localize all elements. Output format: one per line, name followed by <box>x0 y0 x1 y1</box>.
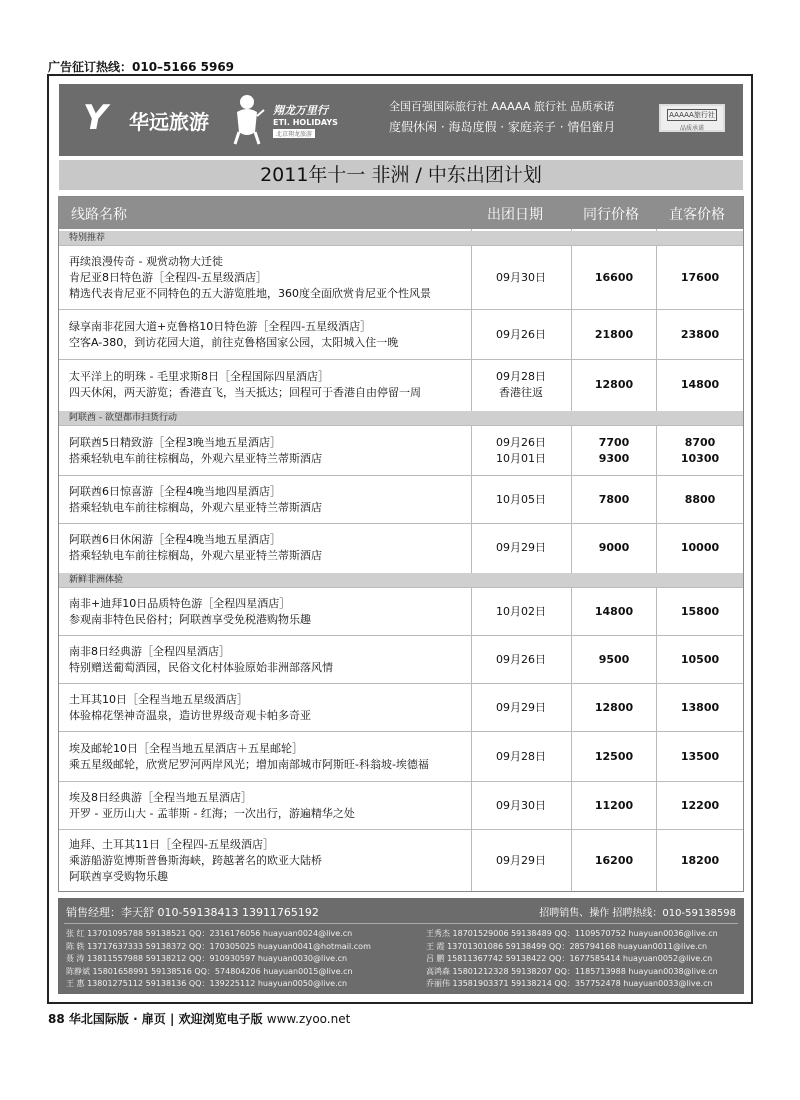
trade-price <box>573 798 655 814</box>
departure-date <box>471 798 571 814</box>
direct-price <box>657 435 743 467</box>
direct-price-line: 10500 <box>680 653 720 666</box>
website-link[interactable]: www.zyoo.net <box>266 1012 351 1026</box>
contact-footer <box>58 898 744 994</box>
table-row <box>59 359 743 409</box>
departure-date <box>471 327 571 343</box>
slogan-themes: 度假休闲 · 海岛度假 · 家庭亲子 · 情侣蜜月 <box>389 120 616 134</box>
direct-price <box>657 540 743 556</box>
trade-price-line: 16600 <box>594 271 634 284</box>
departure-date <box>471 369 571 401</box>
route-line: 参观南非特色民俗村；阿联酋享受免税港购物乐趣 <box>69 613 311 626</box>
direct-price-line: 12200 <box>680 799 720 812</box>
eti-tag: 北京翔龙旅游 <box>273 129 315 138</box>
footer-separator: | <box>170 1012 175 1026</box>
page-number: 88 <box>48 1012 65 1026</box>
staff-contact: 王秀杰 18701529006 59138489 QQ：1109570752 huayuan0036@live.cn <box>426 929 718 938</box>
route-line: 埃及8日经典游［全程当地五星酒店］ <box>69 791 252 804</box>
direct-price-line: 10300 <box>680 452 720 465</box>
trade-price-line: 12500 <box>594 750 634 763</box>
page-frame <box>47 74 753 1004</box>
eti-cn-name: 翔龙万里行 <box>273 104 328 117</box>
trade-price <box>573 327 655 343</box>
direct-price <box>657 604 743 620</box>
edition-name: 华北国际版 · 扉页 <box>68 1012 166 1026</box>
departure-date <box>471 853 571 869</box>
departure-date-line: 09月26日 <box>496 436 546 449</box>
route-line: 四天休闲，两天游览；香港直飞，当天抵达；回程可于香港自由停留一周 <box>69 386 421 399</box>
route-line: 搭乘轻轨电车前往棕榈岛，外观六星亚特兰蒂斯酒店 <box>69 549 322 562</box>
page-title: 2011年十一 非洲 / 中东出团计划 <box>260 164 542 186</box>
direct-price-line: 23800 <box>680 328 720 341</box>
badge-top-text: AAAAA旅行社 <box>667 109 717 121</box>
direct-price <box>657 652 743 668</box>
route-line: 埃及邮轮10日［全程当地五星酒店＋五星邮轮］ <box>69 742 303 755</box>
section-header: 新鲜非洲体验 <box>59 573 743 587</box>
quality-badge <box>659 104 725 132</box>
table-row <box>59 523 743 571</box>
route-description <box>69 484 469 516</box>
route-line: 阿联酋5日精致游［全程3晚当地五星酒店］ <box>69 436 281 449</box>
eti-en-name: ETI. HOLIDAYS <box>273 118 338 127</box>
route-description <box>69 435 469 467</box>
departure-date-line: 09月28日 <box>496 370 546 383</box>
brand-header <box>59 84 743 156</box>
trade-price <box>573 652 655 668</box>
direct-price-line: 10000 <box>680 541 720 554</box>
route-description <box>69 837 469 885</box>
trade-price-line: 9000 <box>598 541 630 554</box>
route-description <box>69 532 469 564</box>
page-footer-note <box>48 1010 350 1027</box>
logo-name: 华远旅游 <box>129 110 209 134</box>
departure-date <box>471 749 571 765</box>
departure-date-line: 09月30日 <box>496 271 546 284</box>
departure-date-line: 香港往返 <box>499 386 543 399</box>
direct-price-line: 14800 <box>680 378 720 391</box>
direct-price-line: 18200 <box>680 854 720 867</box>
slogan-credentials: 全国百强国际旅行社 AAAAA 旅行社 品质承诺 <box>389 100 615 113</box>
route-line: 搭乘轻轨电车前往棕榈岛，外观六星亚特兰蒂斯酒店 <box>69 501 322 514</box>
staff-contact: 高鸿森 15801212328 59138207 QQ：1185713988 huayuan0038@live.cn <box>426 966 718 976</box>
route-description <box>69 319 469 351</box>
staff-list-left <box>66 928 371 991</box>
table-row <box>59 425 743 475</box>
route-line: 搭乘轻轨电车前往棕榈岛，外观六星亚特兰蒂斯酒店 <box>69 452 322 465</box>
route-description <box>69 369 469 401</box>
eti-logo <box>229 92 339 146</box>
logo-mark: Y <box>83 98 104 138</box>
departure-date-line: 10月05日 <box>496 493 546 506</box>
table-row <box>59 475 743 523</box>
trade-price <box>573 853 655 869</box>
route-line: 南非+迪拜10日品质特色游［全程四星酒店］ <box>69 597 291 610</box>
route-line: 乘游船游览博斯普鲁斯海峡，跨越著名的欧亚大陆桥 <box>69 854 322 867</box>
route-line: 再续浪漫传奇 - 观赏动物大迁徙 <box>69 255 223 268</box>
direct-price <box>657 270 743 286</box>
route-description <box>69 741 469 773</box>
staff-contact: 乔丽伟 13581903371 59138214 QQ：357752478 huayuan0033@live.cn <box>426 979 713 988</box>
table-header <box>59 197 743 229</box>
trade-price <box>573 749 655 765</box>
trade-price-line: 11200 <box>594 799 634 812</box>
route-line: 阿联酋6日惊喜游［全程4晚当地四星酒店］ <box>69 485 281 498</box>
departure-date <box>471 435 571 467</box>
table-row <box>59 587 743 635</box>
section-header: 阿联酋 - 欲望都市扫货行动 <box>59 411 743 425</box>
staff-contact: 张 红 13701095788 59138521 QQ：2316176056 huayuan0024@live.cn <box>66 929 353 938</box>
direct-price <box>657 377 743 393</box>
trade-price <box>573 700 655 716</box>
header-direct-price: 直客价格 <box>669 207 725 223</box>
departure-date-line: 09月30日 <box>496 799 546 812</box>
departure-date <box>471 540 571 556</box>
departure-date-line: 09月26日 <box>496 653 546 666</box>
trade-price-line: 21800 <box>594 328 634 341</box>
trade-price <box>573 435 655 467</box>
header-date: 出团日期 <box>487 207 543 223</box>
trade-price-line: 9500 <box>598 653 630 666</box>
staff-contact: 陈 轶 13717637333 59138372 QQ：170305025 huayuan0041@hotmail.com <box>66 941 371 951</box>
direct-price <box>657 853 743 869</box>
route-description <box>69 254 469 302</box>
direct-price-line: 8800 <box>684 493 716 506</box>
route-line: 阿联酋享受购物乐趣 <box>69 870 168 883</box>
route-line: 迪拜、土耳其11日［全程四-五星级酒店］ <box>69 838 274 851</box>
departure-date <box>471 652 571 668</box>
trade-price <box>573 270 655 286</box>
staff-contact: 吕 鹏 15811367742 59138422 QQ：1677585414 huayuan0052@live.cn <box>426 954 713 963</box>
page-title-bar <box>59 160 743 190</box>
route-line: 体验棉花堡神奇温泉，造访世界级奇观卡帕多奇亚 <box>69 709 311 722</box>
route-line: 太平洋上的明珠 - 毛里求斯8日［全程国际四星酒店］ <box>69 370 329 383</box>
badge-bottom-text: 品质承诺 <box>679 125 704 132</box>
route-line: 土耳其10日［全程当地五星级酒店］ <box>69 693 248 706</box>
table-row <box>59 829 743 891</box>
route-line: 精选代表肯尼亚不同特色的五大游览胜地，360度全面欣赏肯尼亚个性风景 <box>69 287 431 300</box>
direct-price <box>657 798 743 814</box>
route-description <box>69 692 469 724</box>
staff-list-right <box>426 928 718 991</box>
trade-price-line: 16200 <box>594 854 634 867</box>
table-row <box>59 635 743 683</box>
ad-hotline: 广告征订热线：010–5166 5969 <box>48 60 235 74</box>
route-line: 阿联酋6日休闲游［全程4晚当地五星酒店］ <box>69 533 281 546</box>
staff-contact: 陈静斌 15801658991 59138516 QQ：574804206 huayuan0015@live.cn <box>66 966 353 976</box>
direct-price-line: 13500 <box>680 750 720 763</box>
departure-date-line: 10月01日 <box>496 452 546 465</box>
departure-date <box>471 604 571 620</box>
route-line: 特别赠送葡萄酒园，民俗文化村体验原始非洲部落风情 <box>69 661 333 674</box>
trade-price <box>573 540 655 556</box>
route-line: 肯尼亚8日特色游［全程四-五星级酒店］ <box>69 271 267 284</box>
departure-date <box>471 700 571 716</box>
header-route: 线路名称 <box>71 207 127 223</box>
departure-date-line: 09月29日 <box>496 701 546 714</box>
direct-price <box>657 327 743 343</box>
trade-price <box>573 492 655 508</box>
recruit-hotline: 招聘销售、操作 招聘热线：010-59138598 <box>539 908 736 919</box>
trade-price-line: 12800 <box>594 701 634 714</box>
departure-date <box>471 492 571 508</box>
direct-price-line: 17600 <box>680 271 720 284</box>
welcome-text: 欢迎浏览电子版 <box>178 1012 263 1026</box>
route-line: 开罗 - 亚历山大 - 孟菲斯 - 红海；一次出行，游遍精华之处 <box>69 807 355 820</box>
trade-price-line: 7700 <box>598 436 630 449</box>
footer-divider <box>64 923 738 924</box>
table-row <box>59 309 743 359</box>
dragon-mascot-icon <box>229 92 265 146</box>
header-trade-price: 同行价格 <box>583 207 639 223</box>
route-line: 空客A-380，到访花园大道，前往克鲁格国家公园，太阳城入住一晚 <box>69 336 399 349</box>
direct-price <box>657 700 743 716</box>
route-description <box>69 790 469 822</box>
route-line: 乘五星级邮轮，欣赏尼罗河两岸风光；增加南部城市阿斯旺-科翁坡-埃德福 <box>69 758 429 771</box>
trade-price-line: 7800 <box>598 493 630 506</box>
tour-table <box>58 196 744 892</box>
trade-price <box>573 604 655 620</box>
route-line: 绿享南非花园大道+克鲁格10日特色游［全程四-五星级酒店］ <box>69 320 372 333</box>
section-header: 特别推荐 <box>59 231 743 245</box>
departure-date-line: 10月02日 <box>496 605 546 618</box>
direct-price-line: 15800 <box>680 605 720 618</box>
route-description <box>69 644 469 676</box>
departure-date-line: 09月28日 <box>496 750 546 763</box>
departure-date-line: 09月29日 <box>496 541 546 554</box>
trade-price-line: 12800 <box>594 378 634 391</box>
sales-manager: 销售经理：李天舒 010-59138413 13911765192 <box>66 906 319 919</box>
departure-date <box>471 270 571 286</box>
departure-date-line: 09月26日 <box>496 328 546 341</box>
table-row <box>59 245 743 309</box>
direct-price <box>657 749 743 765</box>
staff-contact: 王 惠 13801275112 59138136 QQ：139225112 huayuan0050@live.cn <box>66 979 348 988</box>
direct-price-line: 13800 <box>680 701 720 714</box>
direct-price <box>657 492 743 508</box>
trade-price-line: 14800 <box>594 605 634 618</box>
route-line: 南非8日经典游［全程四星酒店］ <box>69 645 230 658</box>
direct-price-line: 8700 <box>684 436 716 449</box>
table-row <box>59 781 743 829</box>
trade-price-line: 9300 <box>598 452 630 465</box>
route-description <box>69 596 469 628</box>
departure-date-line: 09月29日 <box>496 854 546 867</box>
table-row <box>59 731 743 781</box>
table-row <box>59 683 743 731</box>
staff-contact: 聂 涛 13811557988 59138212 QQ：910930597 huayuan0030@live.cn <box>66 954 348 963</box>
staff-contact: 王 霞 13701301086 59138499 QQ：285794168 huayuan0011@live.cn <box>426 941 708 951</box>
trade-price <box>573 377 655 393</box>
